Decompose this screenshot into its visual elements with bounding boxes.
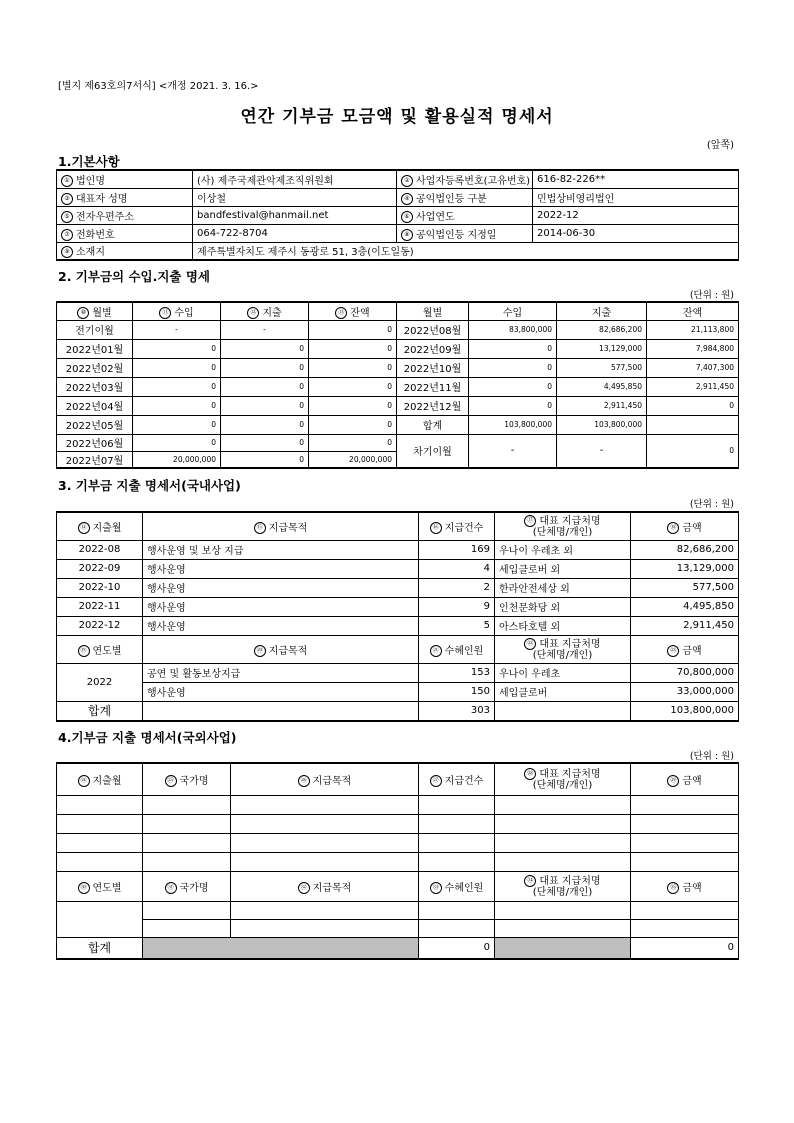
col-header: ⑪ 수입 xyxy=(133,302,221,320)
amount-cell: 103,800,000 xyxy=(631,701,739,721)
circled-number: ㉘ xyxy=(524,768,536,780)
col-header: ㉔ 지출월 xyxy=(57,763,143,795)
circled-number: ⑳ xyxy=(254,645,266,657)
table-row xyxy=(57,919,739,937)
income-cell: 20,000,000 xyxy=(133,451,221,468)
page-side-label: (앞쪽) xyxy=(706,140,734,151)
income-cell: 0 xyxy=(133,396,221,415)
empty-cell xyxy=(57,833,143,852)
circled-number: ⑧ xyxy=(401,229,413,241)
empty-cell xyxy=(631,919,739,937)
month-cell: 2022년03월 xyxy=(57,377,133,396)
col-header: ⑱ 금액 xyxy=(631,512,739,540)
empty-cell xyxy=(231,901,419,919)
month-cell: 2022년08월 xyxy=(397,320,469,339)
purpose-cell: 행사운영 xyxy=(143,682,419,701)
income-cell: 0 xyxy=(133,358,221,377)
field-value: 064-722-8704 xyxy=(193,224,397,242)
circled-number: ㉞ xyxy=(524,875,536,887)
circled-number: ⑰ xyxy=(524,515,536,527)
income-cell: 0 xyxy=(133,434,221,451)
section-foreign-heading: 4.기부금 지출 명세서(국외사업) xyxy=(58,730,237,745)
table-row xyxy=(57,937,739,959)
payee-cell: 세입클로버 외 xyxy=(495,559,631,578)
empty-cell xyxy=(631,901,739,919)
col-header: 월별 xyxy=(397,302,469,320)
col-header: ㉜ 지급목적 xyxy=(231,871,419,901)
balance-cell: 0 xyxy=(309,396,397,415)
count-cell: 0 xyxy=(419,937,495,959)
circled-number: ⑪ xyxy=(159,307,171,319)
income-cell: - xyxy=(469,434,557,468)
month-cell: 차기이월 xyxy=(397,434,469,468)
col-header: ⑩ 월별 xyxy=(57,302,133,320)
amount-cell: 13,129,000 xyxy=(631,559,739,578)
count-cell: 303 xyxy=(419,701,495,721)
circled-number: ㉝ xyxy=(430,882,442,894)
section-basic-heading: 1.기본사항 xyxy=(58,154,120,169)
count-cell: 150 xyxy=(419,682,495,701)
field-label: ⑦ 전화번호 xyxy=(57,224,193,242)
circled-number: ㉟ xyxy=(667,882,679,894)
page-title: 연간 기부금 모금액 및 활용실적 명세서 xyxy=(240,107,554,127)
table-row xyxy=(57,339,739,358)
empty-cell xyxy=(419,795,495,814)
amount-cell: 82,686,200 xyxy=(631,540,739,559)
empty-cell xyxy=(631,795,739,814)
shaded-cell xyxy=(495,937,631,959)
empty-cell xyxy=(495,852,631,871)
count-cell: 4 xyxy=(419,559,495,578)
table-row xyxy=(57,358,739,377)
unit-label: (단위 : 원) xyxy=(689,290,734,301)
circled-number: ⑭ xyxy=(78,522,90,534)
table-row xyxy=(57,242,739,260)
table-row xyxy=(57,377,739,396)
empty-cell xyxy=(143,833,231,852)
purpose-cell: 행사운영 xyxy=(143,597,419,616)
empty-cell xyxy=(419,814,495,833)
empty-cell xyxy=(143,814,231,833)
circled-number: ㉕ xyxy=(165,775,177,787)
table-row xyxy=(57,415,739,434)
expense-cell: - xyxy=(221,320,309,339)
balance-cell: 0 xyxy=(309,358,397,377)
income-cell: 0 xyxy=(469,358,557,377)
expense-cell: 0 xyxy=(221,434,309,451)
empty-cell xyxy=(631,852,739,871)
income-cell: 0 xyxy=(469,377,557,396)
payee-cell: 세입클로버 xyxy=(495,682,631,701)
circled-number: ㉑ xyxy=(430,645,442,657)
balance-cell: 21,113,800 xyxy=(647,320,739,339)
table-row xyxy=(57,320,739,339)
expense-cell: 4,495,850 xyxy=(557,377,647,396)
col-header: ㉚ 연도별 xyxy=(57,871,143,901)
circled-number: ⑮ xyxy=(254,522,266,534)
table-row xyxy=(57,833,739,852)
empty-cell xyxy=(419,919,495,937)
empty-cell xyxy=(231,919,419,937)
month-cell: 2022년07월 xyxy=(57,451,133,468)
col-header: ㉕ 국가명 xyxy=(143,763,231,795)
count-cell: 5 xyxy=(419,616,495,635)
field-value: 이상철 xyxy=(193,188,397,206)
empty-cell xyxy=(419,901,495,919)
count-cell: 169 xyxy=(419,540,495,559)
section-income-heading: 2. 기부금의 수입.지출 명세 xyxy=(58,269,211,284)
circled-number: ⑯ xyxy=(430,522,442,534)
col-header: ⑰ 대표 지급처명 (단체명/개인) xyxy=(495,512,631,540)
income-cell: 83,800,000 xyxy=(469,320,557,339)
expense-cell: 0 xyxy=(221,451,309,468)
table-row xyxy=(57,540,739,559)
circled-number: ① xyxy=(61,175,73,187)
balance-cell: 0 xyxy=(309,434,397,451)
table-row xyxy=(57,852,739,871)
empty-cell xyxy=(419,852,495,871)
table-row xyxy=(57,302,739,320)
empty-cell xyxy=(495,814,631,833)
payee-cell: 한라안전세상 외 xyxy=(495,578,631,597)
field-label: ⑧ 공익법인등 지정일 xyxy=(397,224,533,242)
empty-cell xyxy=(143,919,231,937)
field-label: ④ 공익법인등 구분 xyxy=(397,188,533,206)
col-header: ㉖ 지급목적 xyxy=(231,763,419,795)
table-row xyxy=(57,396,739,415)
field-value: 616-82-226** xyxy=(533,170,739,188)
expense-cell: 0 xyxy=(221,415,309,434)
circled-number: ⑨ xyxy=(61,246,73,258)
expense-cell: 0 xyxy=(221,358,309,377)
circled-number: ⑤ xyxy=(61,211,73,223)
field-value: 2014-06-30 xyxy=(533,224,739,242)
purpose-cell: 행사운영 및 보상 지급 xyxy=(143,540,419,559)
amount-cell: 33,000,000 xyxy=(631,682,739,701)
circled-number: ④ xyxy=(401,193,413,205)
domestic-expense-table xyxy=(56,511,739,722)
month-cell: 2022-11 xyxy=(57,597,143,616)
table-row xyxy=(57,814,739,833)
circled-number: ㉚ xyxy=(78,882,90,894)
empty-cell xyxy=(631,814,739,833)
balance-cell: 0 xyxy=(309,320,397,339)
amount-cell: 2,911,450 xyxy=(631,616,739,635)
month-cell: 2022년05월 xyxy=(57,415,133,434)
circled-number: ㉜ xyxy=(298,882,310,894)
income-cell: 0 xyxy=(133,339,221,358)
purpose-cell: 행사운영 xyxy=(143,616,419,635)
table-row xyxy=(57,763,739,795)
circled-number: ㉛ xyxy=(165,882,177,894)
table-row xyxy=(57,188,739,206)
empty-cell xyxy=(495,901,631,919)
month-cell: 2022-08 xyxy=(57,540,143,559)
balance-cell: 0 xyxy=(309,377,397,396)
balance-cell: 0 xyxy=(647,434,739,468)
empty-cell xyxy=(631,833,739,852)
table-row xyxy=(57,701,739,721)
income-cell: 0 xyxy=(133,415,221,434)
income-cell: 0 xyxy=(133,377,221,396)
income-expense-table xyxy=(56,301,739,469)
purpose-cell: 행사운영 xyxy=(143,578,419,597)
col-header: ㉞ 대표 지급처명 (단체명/개인) xyxy=(495,871,631,901)
balance-cell xyxy=(647,415,739,434)
empty-cell xyxy=(57,814,143,833)
amount-cell: 4,495,850 xyxy=(631,597,739,616)
unit-label: (단위 : 원) xyxy=(689,751,734,762)
table-row xyxy=(57,434,739,451)
field-value: 민법상비영리법인 xyxy=(533,188,739,206)
amount-cell: 577,500 xyxy=(631,578,739,597)
circled-number: ㉔ xyxy=(78,775,90,787)
empty-cell xyxy=(231,852,419,871)
expense-cell: - xyxy=(557,434,647,468)
empty-cell xyxy=(57,795,143,814)
circled-number: ⑦ xyxy=(61,229,73,241)
table-row xyxy=(57,901,739,919)
count-cell: 9 xyxy=(419,597,495,616)
year-cell: 2022 xyxy=(57,663,143,701)
expense-cell: 0 xyxy=(221,377,309,396)
col-header: ㉗ 지급건수 xyxy=(419,763,495,795)
empty-cell xyxy=(495,795,631,814)
month-cell: 합계 xyxy=(397,415,469,434)
field-value: 2022-12 xyxy=(533,206,739,224)
amount-cell: 0 xyxy=(631,937,739,959)
month-cell: 2022년02월 xyxy=(57,358,133,377)
unit-label: (단위 : 원) xyxy=(689,499,734,510)
circled-number: ⑫ xyxy=(247,307,259,319)
table-row xyxy=(57,616,739,635)
field-label: ② 사업자등록번호(고유번호) xyxy=(397,170,533,188)
count-cell: 153 xyxy=(419,663,495,682)
month-cell: 2022년10월 xyxy=(397,358,469,377)
empty-cell xyxy=(495,919,631,937)
balance-cell: 7,984,800 xyxy=(647,339,739,358)
form-note: [별지 제63호의7서식] <개정 2021. 3. 16.> xyxy=(58,81,259,92)
balance-cell: 0 xyxy=(647,396,739,415)
empty-cell xyxy=(231,833,419,852)
circled-number: ㉓ xyxy=(667,645,679,657)
payee-cell: 아스타호텔 외 xyxy=(495,616,631,635)
table-row xyxy=(57,597,739,616)
circled-number: ㉖ xyxy=(298,775,310,787)
col-header: 수입 xyxy=(469,302,557,320)
month-cell: 전기이월 xyxy=(57,320,133,339)
empty-cell xyxy=(495,833,631,852)
expense-cell: 13,129,000 xyxy=(557,339,647,358)
col-header: ㉙ 금액 xyxy=(631,763,739,795)
income-cell: - xyxy=(133,320,221,339)
col-header: 잔액 xyxy=(647,302,739,320)
field-label: ⑥ 사업연도 xyxy=(397,206,533,224)
table-row xyxy=(57,871,739,901)
balance-cell: 2,911,450 xyxy=(647,377,739,396)
col-header: ㉟ 금액 xyxy=(631,871,739,901)
col-header: ⑯ 지급건수 xyxy=(419,512,495,540)
shaded-cell xyxy=(143,937,419,959)
purpose-cell xyxy=(143,701,419,721)
payee-cell: 우나이 우레초 외 xyxy=(495,540,631,559)
empty-cell xyxy=(231,795,419,814)
table-row xyxy=(57,206,739,224)
col-header: ㉝ 수혜인원 xyxy=(419,871,495,901)
col-header: ㉒ 대표 지급처명 (단체명/개인) xyxy=(495,635,631,663)
col-header: ㉓ 금액 xyxy=(631,635,739,663)
circled-number: ㉗ xyxy=(430,775,442,787)
basic-info-table xyxy=(56,169,739,261)
amount-cell: 70,800,000 xyxy=(631,663,739,682)
empty-cell xyxy=(143,852,231,871)
month-cell: 2022-09 xyxy=(57,559,143,578)
col-header: ㉛ 국가명 xyxy=(143,871,231,901)
empty-cell xyxy=(143,901,231,919)
table-row xyxy=(57,682,739,701)
table-row xyxy=(57,170,739,188)
expense-cell: 82,686,200 xyxy=(557,320,647,339)
field-label: ⑤ 전자우편주소 xyxy=(57,206,193,224)
expense-cell: 577,500 xyxy=(557,358,647,377)
circled-number: ③ xyxy=(61,193,73,205)
total-label: 합계 xyxy=(57,937,143,959)
count-cell: 2 xyxy=(419,578,495,597)
col-header: ㉑ 수혜인원 xyxy=(419,635,495,663)
circled-number: ⑥ xyxy=(401,211,413,223)
month-cell: 2022년01월 xyxy=(57,339,133,358)
income-cell: 0 xyxy=(469,396,557,415)
purpose-cell: 공연 및 활동보상지급 xyxy=(143,663,419,682)
empty-cell xyxy=(419,833,495,852)
col-header: ⑳ 지급목적 xyxy=(143,635,419,663)
empty-cell xyxy=(143,795,231,814)
month-cell: 2022년04월 xyxy=(57,396,133,415)
month-cell: 2022년09월 xyxy=(397,339,469,358)
table-row xyxy=(57,224,739,242)
payee-cell xyxy=(495,701,631,721)
expense-cell: 103,800,000 xyxy=(557,415,647,434)
circled-number: ⑩ xyxy=(77,307,89,319)
month-cell: 2022-12 xyxy=(57,616,143,635)
income-cell: 0 xyxy=(469,339,557,358)
circled-number: ㉒ xyxy=(524,638,536,650)
expense-cell: 0 xyxy=(221,396,309,415)
col-header: ⑫ 지출 xyxy=(221,302,309,320)
circled-number: ⑱ xyxy=(667,522,679,534)
col-header: ⑬ 잔액 xyxy=(309,302,397,320)
purpose-cell: 행사운영 xyxy=(143,559,419,578)
table-row xyxy=(57,635,739,663)
section-domestic-heading: 3. 기부금 지출 명세서(국내사업) xyxy=(58,478,241,493)
field-label: ③ 대표자 성명 xyxy=(57,188,193,206)
col-header: 지출 xyxy=(557,302,647,320)
balance-cell: 0 xyxy=(309,339,397,358)
circled-number: ② xyxy=(401,175,413,187)
payee-cell: 인천문화당 외 xyxy=(495,597,631,616)
total-label: 합계 xyxy=(57,701,143,721)
col-header: ⑲ 연도별 xyxy=(57,635,143,663)
field-value: bandfestival@hanmail.net xyxy=(193,206,397,224)
expense-cell: 0 xyxy=(221,339,309,358)
address-value: 제주특별자치도 제주시 동광로 51, 3층(이도일동) xyxy=(193,242,739,260)
table-row xyxy=(57,663,739,682)
month-cell: 2022년06월 xyxy=(57,434,133,451)
col-header: ⑮ 지급목적 xyxy=(143,512,419,540)
table-row xyxy=(57,512,739,540)
field-value: (사) 제주국제관악제조직위원회 xyxy=(193,170,397,188)
circled-number: ㉙ xyxy=(667,775,679,787)
balance-cell: 0 xyxy=(309,415,397,434)
field-label: ① 법인명 xyxy=(57,170,193,188)
month-cell: 2022년11월 xyxy=(397,377,469,396)
col-header: ㉘ 대표 지급처명 (단체명/개인) xyxy=(495,763,631,795)
balance-cell: 20,000,000 xyxy=(309,451,397,468)
income-cell: 103,800,000 xyxy=(469,415,557,434)
empty-cell xyxy=(57,901,143,937)
table-row xyxy=(57,578,739,597)
foreign-expense-table xyxy=(56,762,739,960)
balance-cell: 7,407,300 xyxy=(647,358,739,377)
circled-number: ⑬ xyxy=(335,307,347,319)
empty-cell xyxy=(231,814,419,833)
col-header: ⑭ 지출월 xyxy=(57,512,143,540)
circled-number: ⑲ xyxy=(78,645,90,657)
empty-cell xyxy=(57,852,143,871)
month-cell: 2022년12월 xyxy=(397,396,469,415)
table-row xyxy=(57,559,739,578)
table-row xyxy=(57,795,739,814)
field-label: ⑨ 소재지 xyxy=(57,242,193,260)
payee-cell: 우나이 우레초 xyxy=(495,663,631,682)
expense-cell: 2,911,450 xyxy=(557,396,647,415)
month-cell: 2022-10 xyxy=(57,578,143,597)
